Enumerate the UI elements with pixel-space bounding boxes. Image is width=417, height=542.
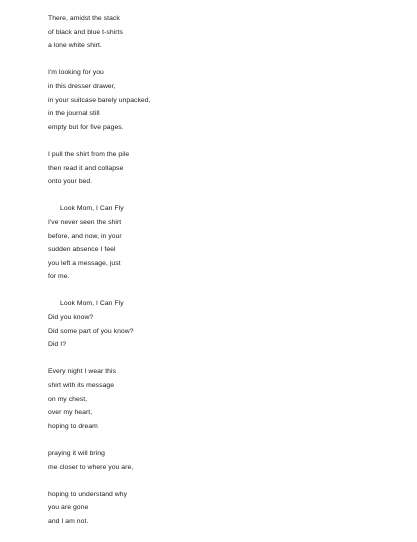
poem-stanza: [48, 447, 378, 474]
poem-line: hoping to dream: [48, 422, 98, 430]
poem-line: I've never seen the shirt: [48, 218, 122, 226]
poem-stanza: [48, 66, 378, 134]
poem-line: for me.: [48, 273, 70, 281]
poem-refrain-line: Look Mom, I Can Fly: [60, 205, 124, 213]
poem-line: Did some part of you know?: [48, 327, 134, 335]
poem-body: [48, 12, 378, 542]
poem-stanza: [48, 297, 378, 351]
poem-line: on my chest,: [48, 395, 88, 403]
poem-line: onto your bed.: [48, 178, 93, 186]
poem-line: sudden absence I feel: [48, 246, 116, 254]
poem-line: you left a message, just: [48, 259, 121, 267]
poem-line: you are gone: [48, 504, 89, 512]
poem-line: me closer to where you are,: [48, 463, 134, 471]
poem-line: empty but for five pages.: [48, 123, 124, 131]
poem-refrain-line: Look Mom, I Can Fly: [60, 300, 124, 308]
poem-stanza: [48, 488, 378, 529]
poem-stanza: [48, 202, 378, 284]
poem-line: I'm looking for you: [48, 69, 104, 77]
poem-line: then read it and collapse: [48, 164, 124, 172]
poem-line: over my heart,: [48, 409, 93, 417]
poem-line: before, and now, in your: [48, 232, 122, 240]
poem-line: in the journal still: [48, 110, 100, 118]
poem-line: Did you know?: [48, 314, 94, 322]
poem-line: hoping to understand why: [48, 490, 128, 498]
poem-stanza: [48, 12, 378, 53]
poem-line: I pull the shirt from the pile: [48, 150, 130, 158]
poem-stanza: [48, 148, 378, 189]
poem-line: a lone white shirt.: [48, 42, 102, 50]
poem-line: in your suitcase barely unpacked,: [48, 96, 151, 104]
poem-line: Did I?: [48, 341, 67, 349]
poem-line: shirt with its message: [48, 382, 115, 390]
poem-line: Every night I wear this: [48, 368, 117, 376]
poem-line: in this dresser drawer,: [48, 82, 116, 90]
poem-line: and I am not.: [48, 517, 89, 525]
poem-line: There, amidst the stack: [48, 15, 120, 22]
poem-line: of black and blue t-shirts: [48, 28, 123, 36]
poem-stanza: [48, 365, 378, 433]
poem-line: praying it will bring: [48, 450, 105, 457]
